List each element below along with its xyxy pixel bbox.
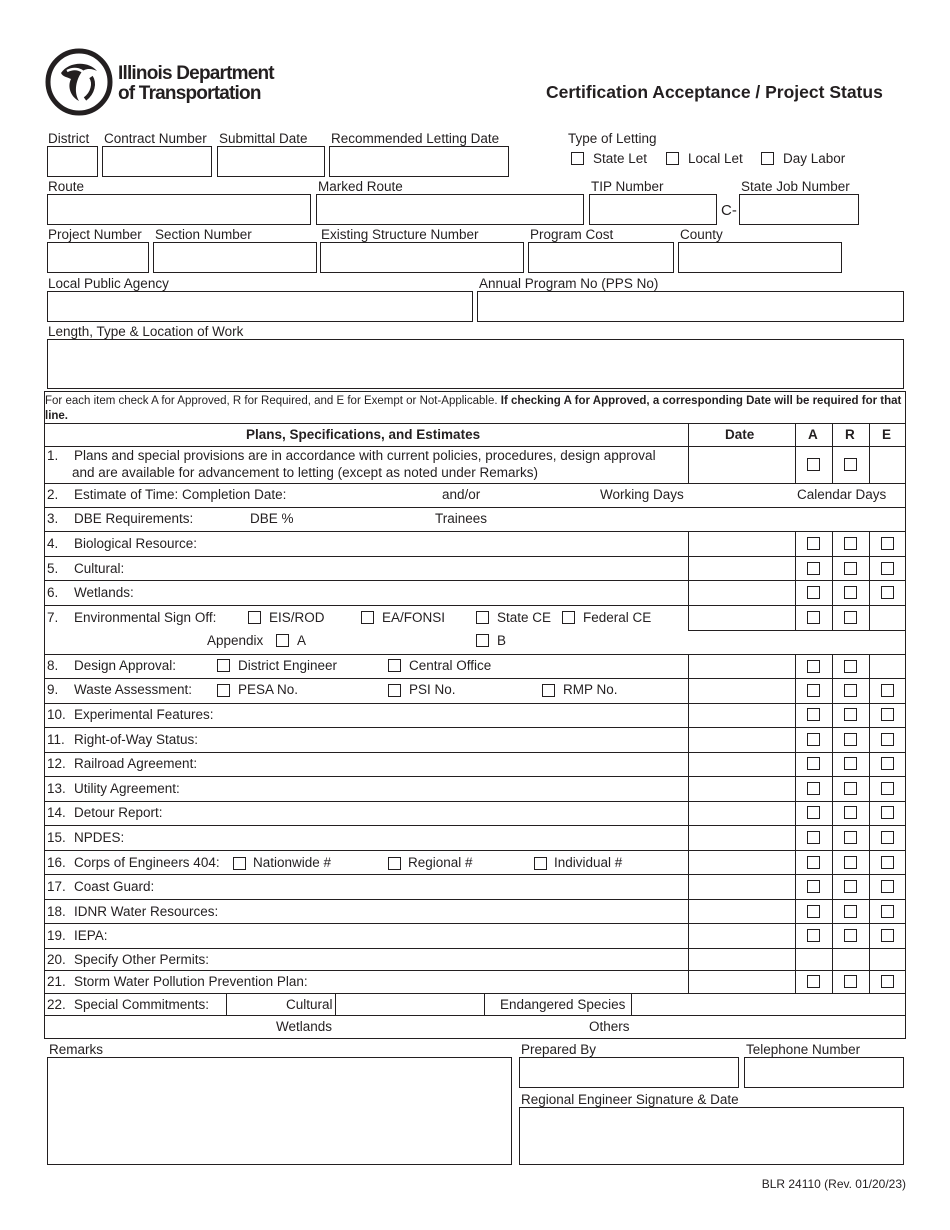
row-text: Cultural: (74, 561, 125, 576)
state-job-number-label: State Job Number (741, 179, 850, 194)
date-cell[interactable] (689, 971, 795, 993)
date-cell[interactable] (689, 924, 795, 948)
cultural-label: Cultural (286, 997, 333, 1012)
e-checkbox[interactable] (881, 856, 894, 869)
row-text: Biological Resource: (74, 536, 198, 551)
nationwide-label: Nationwide # (253, 855, 332, 870)
r-checkbox[interactable] (844, 806, 857, 819)
row-text: DBE Requirements: (74, 511, 194, 526)
appendix-a-checkbox[interactable] (276, 634, 289, 647)
state-let-checkbox[interactable] (571, 152, 584, 165)
program-cost-label: Program Cost (530, 227, 614, 242)
central-office-label: Central Office (409, 658, 492, 673)
and-or-label: and/or (442, 487, 481, 502)
district-field[interactable] (47, 146, 98, 177)
local-let-checkbox[interactable] (666, 152, 679, 165)
wetlands-label: Wetlands (276, 1019, 333, 1034)
r-checkbox[interactable] (844, 975, 857, 988)
r-checkbox[interactable] (844, 611, 857, 624)
date-cell[interactable] (689, 704, 795, 727)
r-checkbox[interactable] (844, 562, 857, 575)
row-text: IDNR Water Resources: (74, 904, 219, 919)
agency-name-line2: of Transportation (118, 83, 261, 104)
project-number-field[interactable] (47, 242, 149, 273)
table-instructions (45, 394, 903, 424)
row-text: NPDES: (74, 830, 125, 845)
psi-no-label: PSI No. (409, 682, 456, 697)
date-cell[interactable] (689, 679, 795, 703)
length-type-location-field[interactable] (47, 339, 904, 389)
existing-structure-number-field[interactable] (320, 242, 524, 273)
eis-rod-label: EIS/ROD (269, 610, 325, 625)
row-number: 7. (47, 610, 59, 625)
recommended-letting-date-field[interactable] (329, 146, 509, 177)
date-cell[interactable] (689, 581, 795, 605)
row-text: Utility Agreement: (74, 781, 180, 796)
e-checkbox[interactable] (881, 562, 894, 575)
form-number: BLR 24110 (Rev. 01/20/23) (761, 1177, 906, 1191)
row-number: 21. (47, 974, 66, 989)
a-checkbox[interactable] (807, 684, 820, 697)
r-checkbox[interactable] (844, 537, 857, 550)
e-checkbox[interactable] (881, 708, 894, 721)
dbe-percent-label: DBE % (250, 511, 294, 526)
a-checkbox[interactable] (807, 562, 820, 575)
endangered-species-field[interactable] (632, 994, 905, 1015)
r-checkbox[interactable] (844, 757, 857, 770)
row-number: 10. (47, 707, 66, 722)
local-public-agency-label: Local Public Agency (48, 276, 169, 291)
prepared-by-label: Prepared By (521, 1042, 597, 1057)
instructions-bold-text: If checking A for Approved, a corresponding Date will be required for that line. (45, 395, 902, 422)
row-number: 18. (47, 904, 66, 919)
a-checkbox[interactable] (807, 733, 820, 746)
marked-route-label: Marked Route (318, 179, 403, 194)
date-cell[interactable] (689, 777, 795, 801)
a-checkbox[interactable] (807, 757, 820, 770)
row-text: Corps of Engineers 404: (74, 855, 220, 870)
appendix-label: Appendix (207, 633, 264, 648)
date-cell[interactable] (689, 875, 795, 899)
route-field[interactable] (47, 194, 311, 225)
a-checkbox[interactable] (807, 782, 820, 795)
r-checkbox[interactable] (844, 905, 857, 918)
a-checkbox[interactable] (807, 806, 820, 819)
row-text: Railroad Agreement: (74, 756, 198, 771)
central-office-checkbox[interactable] (388, 659, 401, 672)
a-checkbox[interactable] (807, 660, 820, 673)
r-checkbox[interactable] (844, 880, 857, 893)
a-checkbox[interactable] (807, 831, 820, 844)
individual-checkbox[interactable] (534, 857, 547, 870)
row-number: 3. (47, 511, 59, 526)
district-engineer-label: District Engineer (238, 658, 338, 673)
state-ce-label: State CE (497, 610, 552, 625)
row-text: Special Commitments: (74, 997, 210, 1012)
nationwide-checkbox[interactable] (233, 857, 246, 870)
row-text: Storm Water Pollution Prevention Plan: (74, 974, 308, 989)
submittal-date-field[interactable] (217, 146, 325, 177)
row-text: Design Approval: (74, 658, 177, 673)
date-cell[interactable] (689, 606, 795, 630)
a-checkbox[interactable] (807, 708, 820, 721)
col-header-e: E (882, 427, 892, 442)
row-text: Plans and special provisions are in accordance with current policies, procedures, design approval (74, 448, 656, 463)
date-cell[interactable] (689, 753, 795, 776)
individual-label: Individual # (554, 855, 623, 870)
row-text: Environmental Sign Off: (74, 610, 217, 625)
a-checkbox[interactable] (807, 856, 820, 869)
district-engineer-checkbox[interactable] (217, 659, 230, 672)
col-header-date: Date (725, 427, 755, 442)
prepared-by-field[interactable] (519, 1057, 739, 1088)
row-number: 17. (47, 879, 66, 894)
section-number-label: Section Number (155, 227, 252, 242)
e-checkbox[interactable] (881, 806, 894, 819)
submittal-date-label: Submittal Date (219, 131, 308, 146)
ea-fonsi-checkbox[interactable] (361, 611, 374, 624)
date-cell[interactable] (689, 655, 795, 678)
col-header-r: R (845, 427, 855, 442)
state-let-label: State Let (593, 151, 648, 166)
e-checkbox[interactable] (881, 757, 894, 770)
row-number: 15. (47, 830, 66, 845)
federal-ce-checkbox[interactable] (562, 611, 575, 624)
contract-number-label: Contract Number (104, 131, 207, 146)
e-checkbox[interactable] (881, 975, 894, 988)
telephone-number-label: Telephone Number (746, 1042, 861, 1057)
a-checkbox[interactable] (807, 880, 820, 893)
tip-number-field[interactable] (589, 194, 717, 225)
remarks-label: Remarks (49, 1042, 104, 1057)
rmp-no-label: RMP No. (563, 682, 618, 697)
r-checkbox[interactable] (844, 733, 857, 746)
regional-engineer-signature-label: Regional Engineer Signature & Date (521, 1092, 739, 1107)
e-checkbox[interactable] (881, 831, 894, 844)
row-text: Wetlands: (74, 585, 134, 600)
a-checkbox[interactable] (807, 458, 820, 471)
row-text: Experimental Features: (74, 707, 214, 722)
row-text: Waste Assessment: (74, 682, 193, 697)
county-label: County (680, 227, 723, 242)
federal-ce-label: Federal CE (583, 610, 652, 625)
a-checkbox[interactable] (807, 905, 820, 918)
row-number: 19. (47, 928, 66, 943)
row-number: 20. (47, 952, 66, 967)
cultural-commitment-field[interactable] (336, 994, 484, 1015)
row-text: Specify Other Permits: (74, 952, 210, 967)
program-cost-field[interactable] (528, 242, 674, 273)
psi-no-checkbox[interactable] (388, 684, 401, 697)
agency-name-line1: Illinois Department (118, 63, 274, 84)
appendix-b-checkbox[interactable] (476, 634, 489, 647)
state-ce-checkbox[interactable] (476, 611, 489, 624)
district-label: District (48, 131, 90, 146)
tip-number-label: TIP Number (591, 179, 664, 194)
trainees-label: Trainees (435, 511, 488, 526)
pesa-no-checkbox[interactable] (217, 684, 230, 697)
appendix-b-label: B (497, 633, 507, 648)
a-checkbox[interactable] (807, 611, 820, 624)
row-number: 2. (47, 487, 59, 502)
ea-fonsi-label: EA/FONSI (382, 610, 446, 625)
county-field[interactable] (678, 242, 842, 273)
row-number: 1. (47, 448, 59, 463)
row-number: 22. (47, 997, 66, 1012)
idot-emblem-icon (45, 47, 113, 117)
eis-rod-checkbox[interactable] (248, 611, 261, 624)
pesa-no-label: PESA No. (238, 682, 299, 697)
annual-program-no-label: Annual Program No (PPS No) (479, 276, 659, 291)
r-checkbox[interactable] (844, 856, 857, 869)
local-let-label: Local Let (688, 151, 743, 166)
existing-structure-number-label: Existing Structure Number (321, 227, 479, 242)
agency-name (118, 64, 274, 104)
row-text-line2: and are available for advancement to letting (except as noted under Remarks) (72, 465, 539, 480)
day-labor-checkbox[interactable] (761, 152, 774, 165)
date-cell[interactable] (689, 557, 795, 580)
instructions-text: For each item check A for Approved, R for Required, and E for Exempt or Not-Applicable. (45, 395, 501, 407)
contract-number-field[interactable] (102, 146, 212, 177)
section-number-field[interactable] (153, 242, 317, 273)
type-of-letting-label: Type of Letting (568, 131, 657, 146)
row-number: 6. (47, 585, 59, 600)
col-header-a: A (808, 427, 818, 442)
regional-label: Regional # (408, 855, 473, 870)
a-checkbox[interactable] (807, 929, 820, 942)
e-checkbox[interactable] (881, 782, 894, 795)
regional-checkbox[interactable] (388, 857, 401, 870)
a-checkbox[interactable] (807, 537, 820, 550)
regional-engineer-signature-field[interactable] (519, 1107, 904, 1165)
row-number: 5. (47, 561, 59, 576)
r-checkbox[interactable] (844, 831, 857, 844)
col-header-item: Plans, Specifications, and Estimates (246, 427, 481, 442)
telephone-number-field[interactable] (744, 1057, 904, 1088)
e-checkbox[interactable] (881, 880, 894, 893)
row-number: 11. (47, 732, 65, 747)
row-number: 12. (47, 756, 66, 771)
r-checkbox[interactable] (844, 708, 857, 721)
working-days-label: Working Days (600, 487, 684, 502)
e-checkbox[interactable] (881, 929, 894, 942)
row-number: 14. (47, 805, 66, 820)
length-type-location-label: Length, Type & Location of Work (48, 324, 244, 339)
r-checkbox[interactable] (844, 586, 857, 599)
remarks-field[interactable] (47, 1057, 512, 1165)
row-text: Detour Report: (74, 805, 163, 820)
annual-program-no-field[interactable] (477, 291, 904, 322)
state-job-number-prefix: C- (721, 202, 737, 219)
date-cell[interactable] (689, 728, 795, 752)
row-text: Right-of-Way Status: (74, 732, 199, 747)
e-checkbox[interactable] (881, 537, 894, 550)
a-checkbox[interactable] (807, 975, 820, 988)
row-text: IEPA: (74, 928, 108, 943)
others-label: Others (589, 1019, 630, 1034)
appendix-a-label: A (297, 633, 307, 648)
date-cell[interactable] (689, 826, 795, 850)
local-public-agency-field[interactable] (47, 291, 473, 322)
row-text: Estimate of Time: Completion Date: (74, 487, 287, 502)
date-cell[interactable] (689, 851, 795, 874)
recommended-letting-date-label: Recommended Letting Date (331, 131, 500, 146)
date-cell[interactable] (689, 802, 795, 825)
form-title: Certification Acceptance / Project Status (546, 82, 883, 102)
row-text: Coast Guard: (74, 879, 155, 894)
calendar-days-label: Calendar Days (797, 487, 887, 502)
day-labor-label: Day Labor (783, 151, 846, 166)
e-checkbox[interactable] (881, 586, 894, 599)
row-number: 4. (47, 536, 59, 551)
rmp-no-checkbox[interactable] (542, 684, 555, 697)
r-checkbox[interactable] (844, 929, 857, 942)
state-job-number-field[interactable] (739, 194, 859, 225)
date-cell[interactable] (689, 949, 795, 970)
row-number: 13. (47, 781, 66, 796)
date-cell[interactable] (689, 532, 795, 556)
row-number: 9. (47, 682, 59, 697)
r-checkbox[interactable] (844, 458, 857, 471)
r-checkbox[interactable] (844, 660, 857, 673)
route-label: Route (48, 179, 85, 194)
r-checkbox[interactable] (844, 684, 857, 697)
date-cell[interactable] (689, 900, 795, 923)
date-cell[interactable] (689, 447, 795, 483)
a-checkbox[interactable] (807, 586, 820, 599)
e-checkbox[interactable] (881, 684, 894, 697)
e-checkbox[interactable] (881, 733, 894, 746)
marked-route-field[interactable] (316, 194, 584, 225)
row-number: 16. (47, 855, 66, 870)
r-checkbox[interactable] (844, 782, 857, 795)
project-number-label: Project Number (48, 227, 142, 242)
row-number: 8. (47, 658, 59, 673)
e-checkbox[interactable] (881, 905, 894, 918)
endangered-species-label: Endangered Species (500, 997, 626, 1012)
